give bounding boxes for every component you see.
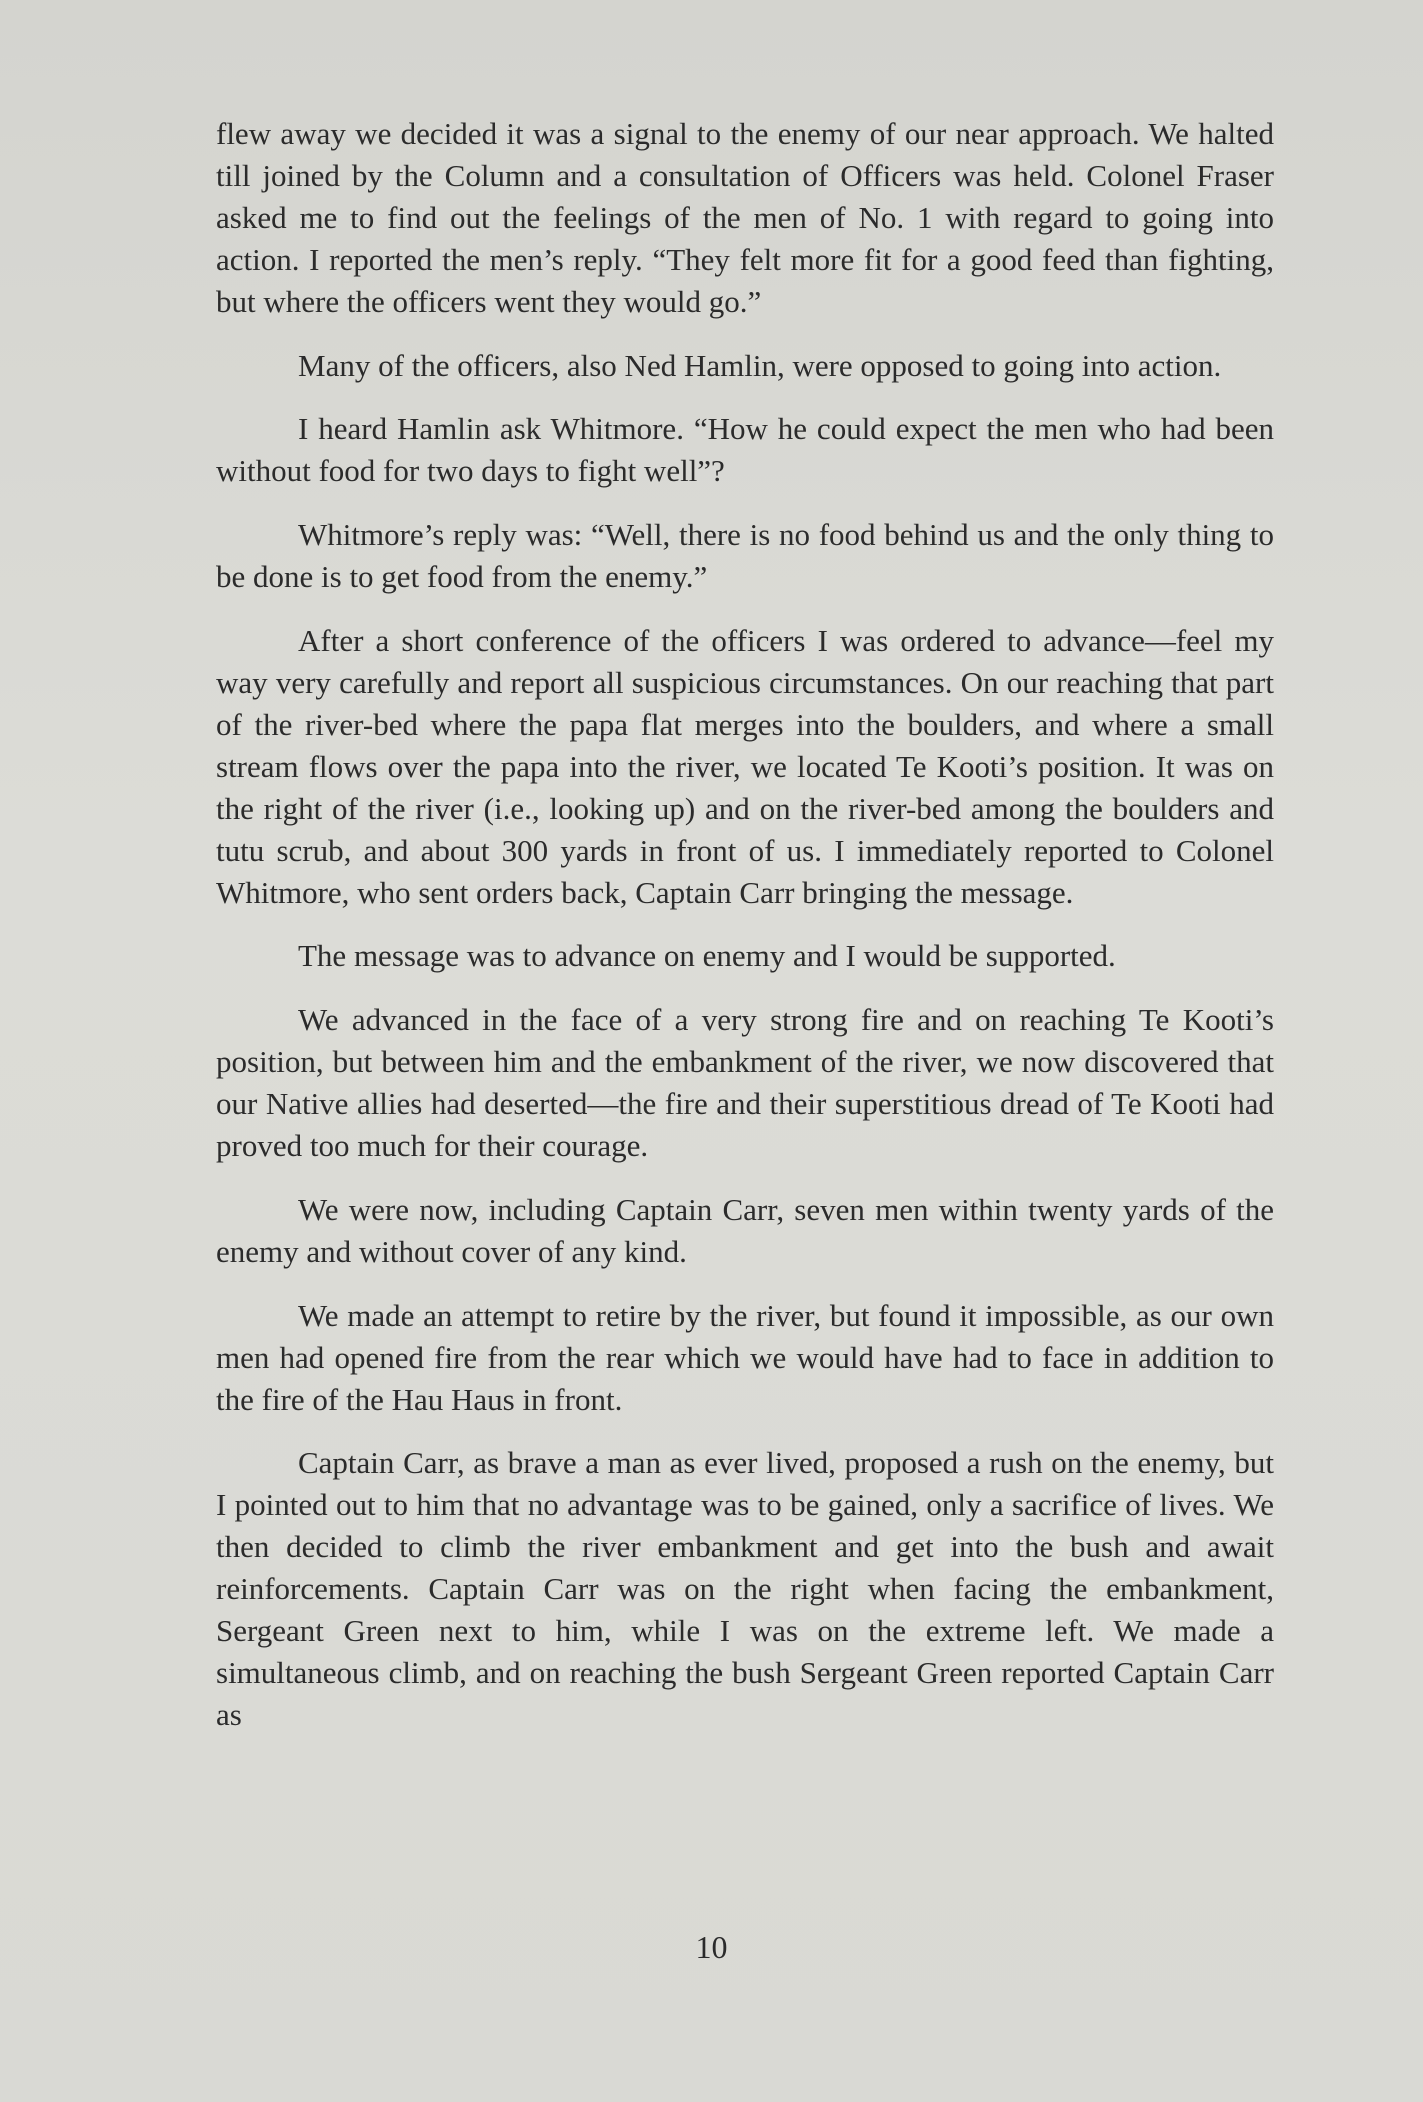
paragraph-4: Whitmore’s reply was: “Well, there is no food behind us and the only thing to be done is to get food from the enemy.” (216, 517, 1274, 595)
paragraph-1: flew away we decided it was a signal to the enemy of our near approach. We halted till joined by the Column and a consultation of Officers was held. Colonel Fraser asked me to find out the feelings of the men of No. 1 with regard to going into action. I reported the men’s reply. “They felt more fit for a good feed than fighting, but where the officers went they would go.” (216, 116, 1274, 319)
paragraph-7: We advanced in the face of a very strong fire and on reaching Te Kooti’s position, but between him and the embankment of the river, we now discovered that our Native allies had deserted—the fire and their superstitious dread of Te Kooti had proved too much for their courage. (216, 1002, 1274, 1164)
paragraph-2: Many of the officers, also Ned Hamlin, were opposed to going into action. (298, 347, 1222, 383)
page-number: 10 (695, 1929, 728, 1965)
paragraph-10: Captain Carr, as brave a man as ever lived, proposed a rush on the enemy, but I pointed out to him that no advantage was to be gained, only a sacrifice of lives. We then decided to climb the river embankment and get into the bush and await reinforcements. Captain Carr was on the right when facing the embankment, Sergeant Green next to him, while I was on the extreme left. We made a simultaneous climb, and on reaching the bush Sergeant Green reported Captain Carr as (216, 1445, 1274, 1732)
paragraph-8: We were now, including Captain Carr, seven men within twenty yards of the enemy and without cover of any kind. (216, 1191, 1274, 1269)
paragraph-3: I heard Hamlin ask Whitmore. “How he could expect the men who had been without food for two days to fight well”? (216, 411, 1274, 489)
paragraph-5: After a short conference of the officers I was ordered to advance—feel my way very carefully and report all suspicious circumstances. On our reaching that part of the river-bed where the papa flat merges into the boulders, and where a small stream flows over the papa into the river, we located Te Kooti’s position. It was on the right of the river (i.e., looking up) and on the river-bed among the boulders and tutu scrub, and about 300 yards in front of us. I immediately reported to Colonel Whitmore, who sent orders back, Captain Carr bringing the message. (216, 623, 1274, 910)
paragraph-9: We made an attempt to retire by the river, but found it impossible, as our own men had opened fire from the rear which we would have had to face in addition to the fire of the Hau Haus in front. (216, 1297, 1274, 1417)
page-body (216, 113, 1274, 1758)
paragraph-6: The message was to advance on enemy and I would be supported. (298, 938, 1116, 974)
